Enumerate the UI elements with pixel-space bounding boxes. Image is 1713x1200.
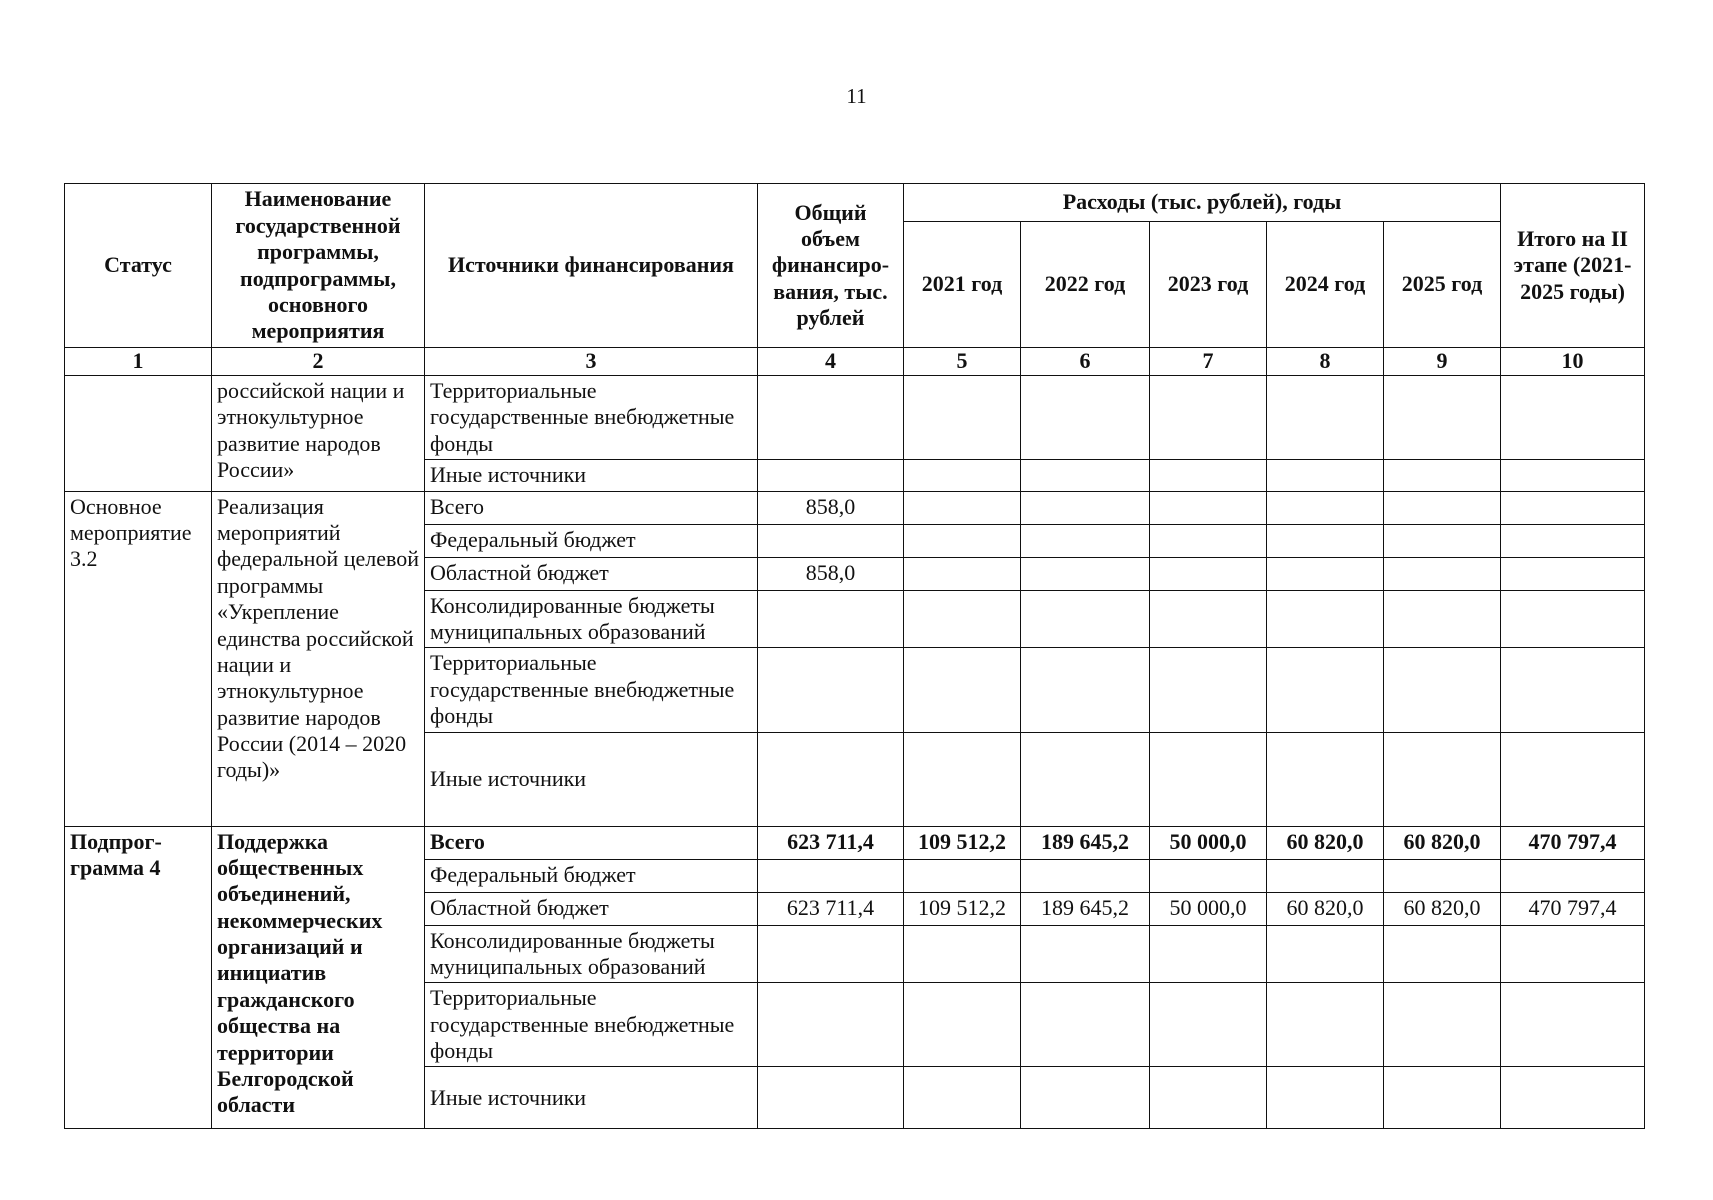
value-cell: [1384, 376, 1501, 460]
value-cell: [758, 524, 904, 557]
value-cell: [1501, 491, 1645, 524]
value-cell: [1384, 557, 1501, 590]
value-cell: [1267, 460, 1384, 491]
value-cell: [1501, 524, 1645, 557]
header-sources: Источники финансирования: [425, 184, 758, 348]
column-number: 10: [1501, 348, 1645, 376]
header-year-2024: 2024 год: [1267, 222, 1384, 348]
value-cell: [1384, 524, 1501, 557]
source-cell: Всего: [425, 491, 758, 524]
status-cell: Основное мероприятие 3.2: [65, 491, 212, 826]
value-cell: [1501, 983, 1645, 1067]
value-cell: [1021, 925, 1150, 983]
value-cell: [758, 590, 904, 648]
value-cell: [1501, 1067, 1645, 1129]
column-number: 1: [65, 348, 212, 376]
value-cell: [904, 557, 1021, 590]
value-cell: [1150, 1067, 1267, 1129]
value-cell: [1150, 524, 1267, 557]
value-cell: [1384, 859, 1501, 892]
value-cell: [1021, 376, 1150, 460]
value-cell: [904, 491, 1021, 524]
source-cell: Федеральный бюджет: [425, 524, 758, 557]
value-cell: [1021, 491, 1150, 524]
header-year-2022: 2022 год: [1021, 222, 1150, 348]
value-cell: [1384, 925, 1501, 983]
value-cell: 470 797,4: [1501, 892, 1645, 925]
value-cell: [1150, 460, 1267, 491]
source-cell: Областной бюджет: [425, 892, 758, 925]
value-cell: [758, 859, 904, 892]
value-cell: [758, 460, 904, 491]
value-cell: [1501, 859, 1645, 892]
value-cell: [1501, 376, 1645, 460]
column-number: 7: [1150, 348, 1267, 376]
header-stage-total: Итого на II этапе (2021-2025 годы): [1501, 184, 1645, 348]
value-cell: [1021, 524, 1150, 557]
value-cell: [1384, 983, 1501, 1067]
header-expenses: Расходы (тыс. рублей), годы: [904, 184, 1501, 222]
header-name: Наименование государственной программы, подпрограммы, основного мероприятия: [212, 184, 425, 348]
value-cell: [904, 590, 1021, 648]
value-cell: [904, 376, 1021, 460]
value-cell: [1150, 925, 1267, 983]
source-cell: Федеральный бюджет: [425, 859, 758, 892]
header-year-2023: 2023 год: [1150, 222, 1267, 348]
value-cell: [1021, 859, 1150, 892]
value-cell: 60 820,0: [1384, 826, 1501, 859]
value-cell: 189 645,2: [1021, 892, 1150, 925]
value-cell: [1021, 460, 1150, 491]
value-cell: 50 000,0: [1150, 892, 1267, 925]
status-cell: Подпрог-грамма 4: [65, 826, 212, 1129]
value-cell: [1501, 590, 1645, 648]
value-cell: [904, 859, 1021, 892]
value-cell: [904, 983, 1021, 1067]
value-cell: [1501, 460, 1645, 491]
source-cell: Областной бюджет: [425, 557, 758, 590]
column-number: 4: [758, 348, 904, 376]
value-cell: 60 820,0: [1384, 892, 1501, 925]
value-cell: [904, 460, 1021, 491]
value-cell: [1150, 983, 1267, 1067]
value-cell: [1267, 925, 1384, 983]
source-cell: Территориальные государственные внебюджетные фонды: [425, 376, 758, 460]
value-cell: [1267, 590, 1384, 648]
value-cell: [1021, 557, 1150, 590]
value-cell: [1501, 732, 1645, 826]
value-cell: [904, 925, 1021, 983]
financing-table: [64, 183, 1645, 1129]
header-year-2025: 2025 год: [1384, 222, 1501, 348]
source-cell: Территориальные государственные внебюджетные фонды: [425, 648, 758, 732]
value-cell: [1021, 983, 1150, 1067]
value-cell: [1384, 460, 1501, 491]
source-cell: Всего: [425, 826, 758, 859]
column-number: 2: [212, 348, 425, 376]
value-cell: [1267, 859, 1384, 892]
value-cell: [1267, 648, 1384, 732]
value-cell: [1384, 1067, 1501, 1129]
value-cell: 60 820,0: [1267, 892, 1384, 925]
value-cell: [1384, 732, 1501, 826]
page-number: 11: [846, 84, 867, 108]
column-number: 8: [1267, 348, 1384, 376]
value-cell: [1150, 648, 1267, 732]
table-row: [65, 826, 1645, 859]
value-cell: 189 645,2: [1021, 826, 1150, 859]
table-row: [65, 491, 1645, 524]
source-cell: Иные источники: [425, 732, 758, 826]
value-cell: [1150, 491, 1267, 524]
value-cell: [758, 732, 904, 826]
column-number: 9: [1384, 348, 1501, 376]
value-cell: 470 797,4: [1501, 826, 1645, 859]
value-cell: [1267, 524, 1384, 557]
value-cell: [1150, 376, 1267, 460]
table-row: [65, 376, 1645, 460]
column-number: 3: [425, 348, 758, 376]
value-cell: [904, 732, 1021, 826]
value-cell: 623 711,4: [758, 826, 904, 859]
source-cell: Территориальные государственные внебюджетные фонды: [425, 983, 758, 1067]
value-cell: [1021, 590, 1150, 648]
value-cell: [1501, 648, 1645, 732]
program-name-cell: российской нации и этнокультурное развитие народов России»: [212, 376, 425, 492]
value-cell: 109 512,2: [904, 826, 1021, 859]
header-status: Статус: [65, 184, 212, 348]
column-number: 6: [1021, 348, 1150, 376]
value-cell: [1384, 590, 1501, 648]
value-cell: [1267, 983, 1384, 1067]
value-cell: 60 820,0: [1267, 826, 1384, 859]
value-cell: 623 711,4: [758, 892, 904, 925]
column-number: 5: [904, 348, 1021, 376]
value-cell: [904, 1067, 1021, 1129]
value-cell: [1267, 491, 1384, 524]
value-cell: [1150, 557, 1267, 590]
value-cell: [904, 648, 1021, 732]
program-name-cell: Реализация мероприятий федеральной целевой программы «Укрепление единства российской нации и этнокультурное развитие народов России (2014 – 2020 годы)»: [212, 491, 425, 826]
header-total-volume: Общий объем финансиро-вания, тыс. рублей: [758, 184, 904, 348]
value-cell: [1501, 925, 1645, 983]
source-cell: Консолидированные бюджеты муниципальных образований: [425, 925, 758, 983]
value-cell: [1384, 491, 1501, 524]
value-cell: [758, 1067, 904, 1129]
column-number-row: [65, 348, 1645, 376]
value-cell: [1384, 648, 1501, 732]
value-cell: [1267, 376, 1384, 460]
value-cell: [1501, 557, 1645, 590]
value-cell: [1267, 1067, 1384, 1129]
value-cell: [758, 376, 904, 460]
value-cell: [1150, 859, 1267, 892]
value-cell: 858,0: [758, 557, 904, 590]
value-cell: [758, 983, 904, 1067]
source-cell: Консолидированные бюджеты муниципальных образований: [425, 590, 758, 648]
value-cell: 50 000,0: [1150, 826, 1267, 859]
header-year-2021: 2021 год: [904, 222, 1021, 348]
value-cell: [1021, 732, 1150, 826]
value-cell: [1267, 732, 1384, 826]
value-cell: [904, 524, 1021, 557]
status-cell: [65, 376, 212, 492]
source-cell: Иные источники: [425, 1067, 758, 1129]
value-cell: 109 512,2: [904, 892, 1021, 925]
value-cell: 858,0: [758, 491, 904, 524]
value-cell: [1267, 557, 1384, 590]
value-cell: [1021, 1067, 1150, 1129]
value-cell: [1150, 732, 1267, 826]
value-cell: [758, 925, 904, 983]
value-cell: [1150, 590, 1267, 648]
program-name-cell: Поддержка общественных объединений, некоммерческих организаций и инициатив гражданского общества на территории Белгородской области: [212, 826, 425, 1129]
source-cell: Иные источники: [425, 460, 758, 491]
value-cell: [1021, 648, 1150, 732]
value-cell: [758, 648, 904, 732]
